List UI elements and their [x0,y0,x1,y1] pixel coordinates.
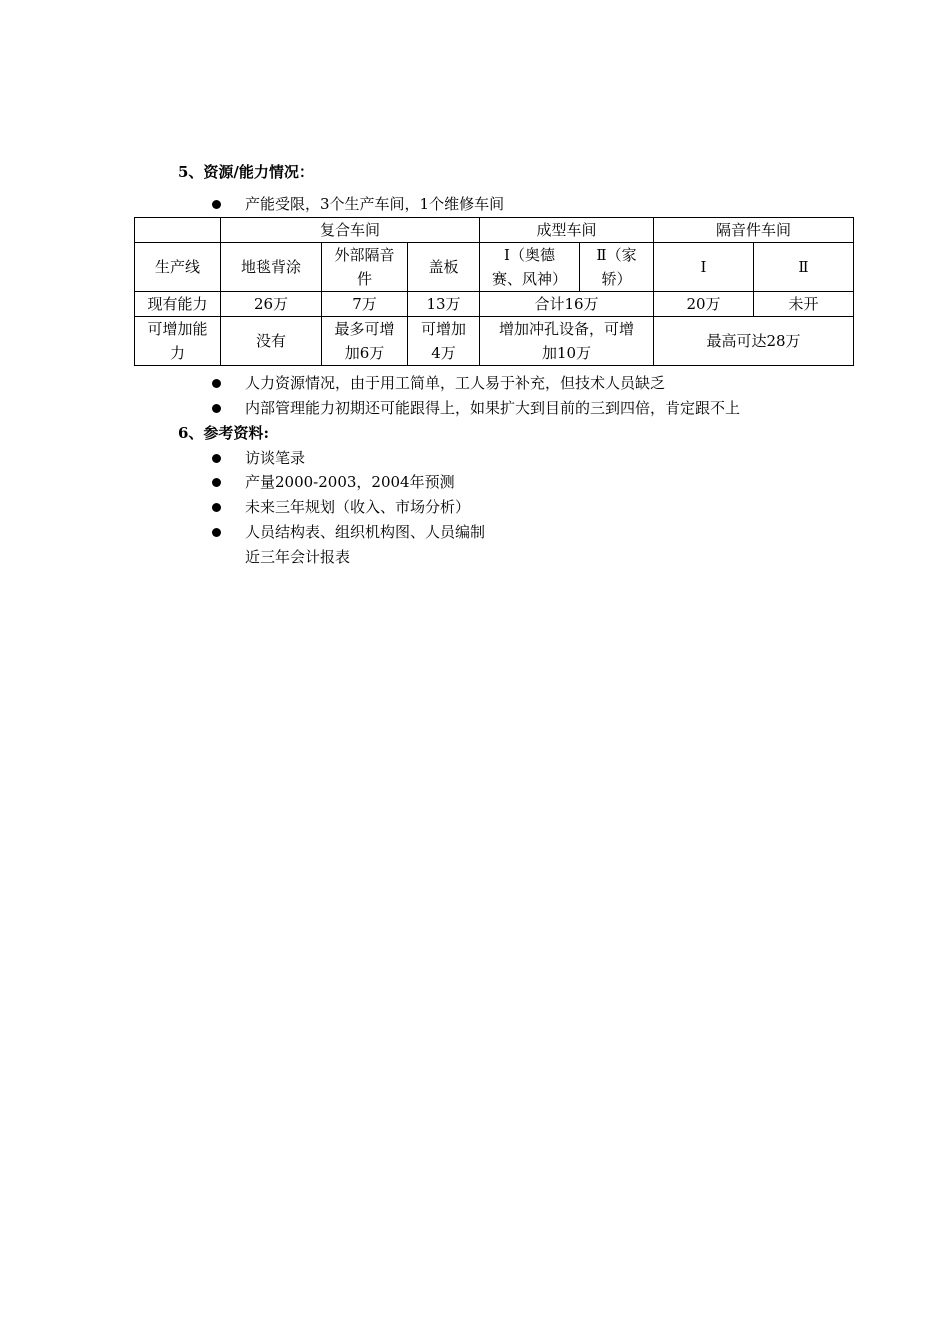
cell-acoustic-line-2: Ⅱ [754,243,854,292]
cell-forming-line-2 [580,243,654,292]
reference-item [212,522,486,542]
reference-item [212,472,455,492]
cell-line: Ⅰ（奥德 [504,246,555,264]
cell-cover-capacity: 13万 [408,292,480,317]
bullet-text: 内部管理能力初期还可能跟得上，如果扩大到目前的三到四倍，肯定跟不上 [245,399,741,417]
bullet-item-management [212,398,741,418]
bullet-icon [212,200,221,209]
bullet-icon [212,379,221,388]
row-label-production-line: 生产线 [135,243,221,292]
cell-line: 增加冲孔设备，可增 [499,320,635,338]
bullet-text: 产量2000-2003，2004年预测 [245,473,455,491]
cell-external-acoustic [322,243,408,292]
cell-line: 可增加能 [147,320,208,338]
cell-external-capacity: 7万 [322,292,408,317]
header-empty-cell [135,218,221,243]
bullet-item-capacity [212,194,505,214]
cell-line: 加6万 [344,344,385,362]
row-label-additional-capacity [135,317,221,366]
cell-line: 外部隔音 [334,246,395,264]
cell-forming-additional [480,317,654,366]
section-5-heading: 5、资源/能力情况： [178,163,314,181]
table-row-current-capacity [135,292,854,317]
bullet-text: 访谈笔录 [245,449,306,467]
bullet-text: 未来三年规划（收入、市场分析） [245,498,471,516]
cell-acoustic-additional: 最高可达28万 [654,317,854,366]
bullet-icon [212,478,221,487]
cell-line: 可增加 [420,320,466,338]
cell-line: 最多可增 [334,320,395,338]
bullet-icon [212,503,221,512]
bullet-item-human-resources [212,373,666,393]
cell-acoustic-1-capacity: 20万 [654,292,754,317]
cell-line: 件 [356,270,372,288]
cell-line: 4万 [431,344,456,362]
cell-line: 赛、风神） [491,270,567,288]
bullet-icon [212,528,221,537]
table-header-row [135,218,854,243]
table-row-additional-capacity [135,317,854,366]
cell-line: 轿） [601,270,632,288]
bullet-text: 人力资源情况，由于用工简单，工人易于补充，但技术人员缺乏 [245,374,666,392]
cell-cover-plate: 盖板 [408,243,480,292]
section-6-heading: 6、参考资料: [178,424,269,442]
cell-forming-line-1 [480,243,580,292]
cell-forming-capacity: 合计16万 [480,292,654,317]
bullet-icon [212,404,221,413]
cell-line: 加10万 [541,344,592,362]
row-label-current-capacity: 现有能力 [135,292,221,317]
capacity-table [134,217,854,366]
reference-item [212,497,471,517]
cell-carpet-coating: 地毯背涂 [221,243,322,292]
cell-line: Ⅱ（家 [596,246,637,264]
header-composite-workshop: 复合车间 [221,218,480,243]
cell-acoustic-line-1: Ⅰ [654,243,754,292]
cell-carpet-capacity: 26万 [221,292,322,317]
header-forming-workshop: 成型车间 [480,218,654,243]
cell-carpet-additional: 没有 [221,317,322,366]
bullet-icon [212,454,221,463]
reference-item [212,448,306,468]
bullet-text: 人员结构表、组织机构图、人员编制 [245,523,486,541]
bullet-text: 产能受限，3个生产车间，1个维修车间 [245,195,505,213]
cell-cover-additional [408,317,480,366]
cell-external-additional [322,317,408,366]
reference-item-trailing: 近三年会计报表 [245,548,351,566]
cell-line: 力 [169,344,185,362]
table-row-production-line [135,243,854,292]
cell-acoustic-2-capacity: 未开 [754,292,854,317]
header-acoustic-workshop: 隔音件车间 [654,218,854,243]
